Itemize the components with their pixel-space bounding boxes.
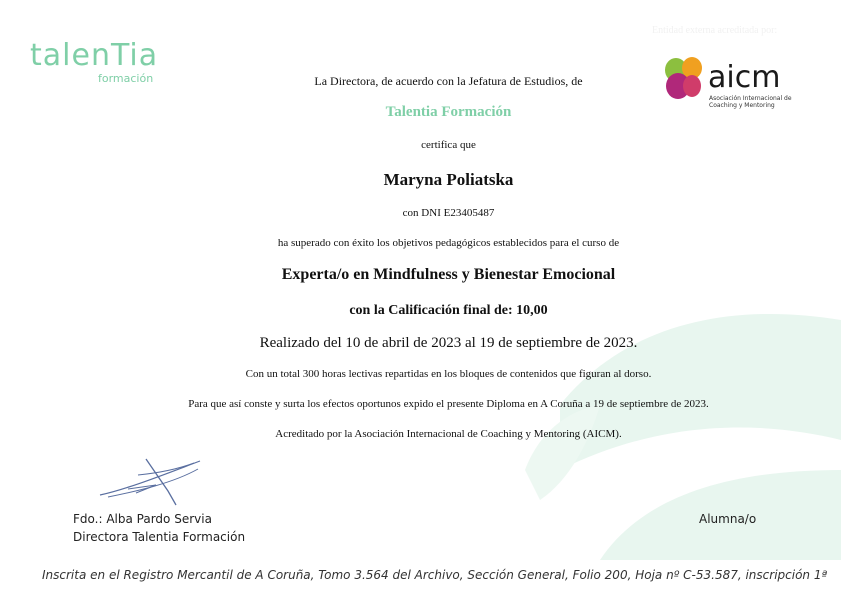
signer-role: Directora Talentia Formación [73,530,246,544]
final-grade: con la Calificación final de: 10,00 [349,303,548,318]
registry-footer: Inscrita en el Registro Mercantil de A Coruña, Tomo 3.564 del Archivo, Sección General, Folio 200, Hoja nº C-53.587, inscripción 1ª [42,568,828,582]
intro-text: La Directora, de acuerdo con la Jefatura de Estudios, de [314,74,583,88]
student-name: Maryna Poliatska [383,170,514,189]
talentia-logo-subtitle: formación [98,72,154,85]
issuance-text: Para que así conste y surta los efectos oportunos expido el presente Diploma en A Coruña a 19 de septiembre de 2023. [188,398,709,410]
talentia-logo-wordmark: talenTia [30,38,159,73]
external-entity-label: Entidad externa acreditada por: [652,25,778,36]
course-title: Experta/o en Mindfulness y Bienestar Emocional [281,266,616,283]
dni-text: con DNI E23405487 [402,207,495,219]
achievement-text: ha superado con éxito los objetivos pedagógicos establecidos para el curso de [277,237,620,249]
signer-name: Fdo.: Alba Pardo Servia [73,512,212,526]
certifies-text: certifica que [421,139,476,151]
director-signature [98,455,208,510]
accreditation-text: Acreditado por la Asociación Internacional de Coaching y Mentoring (AICM). [275,428,622,440]
course-dates: Realizado del 10 de abril de 2023 al 19 de septiembre de 2023. [259,335,638,351]
aicm-logo-subtitle: Asociación Internacional de Coaching y Mentoring [709,95,792,109]
student-signature-label: Alumna/o [699,512,757,526]
aicm-logo-wordmark: aicm [708,60,781,95]
hours-text: Con un total 300 horas lectivas repartidas en los bloques de contenidos que figuran al dorso. [245,368,652,380]
institution-name: Talentia Formación [385,104,512,120]
